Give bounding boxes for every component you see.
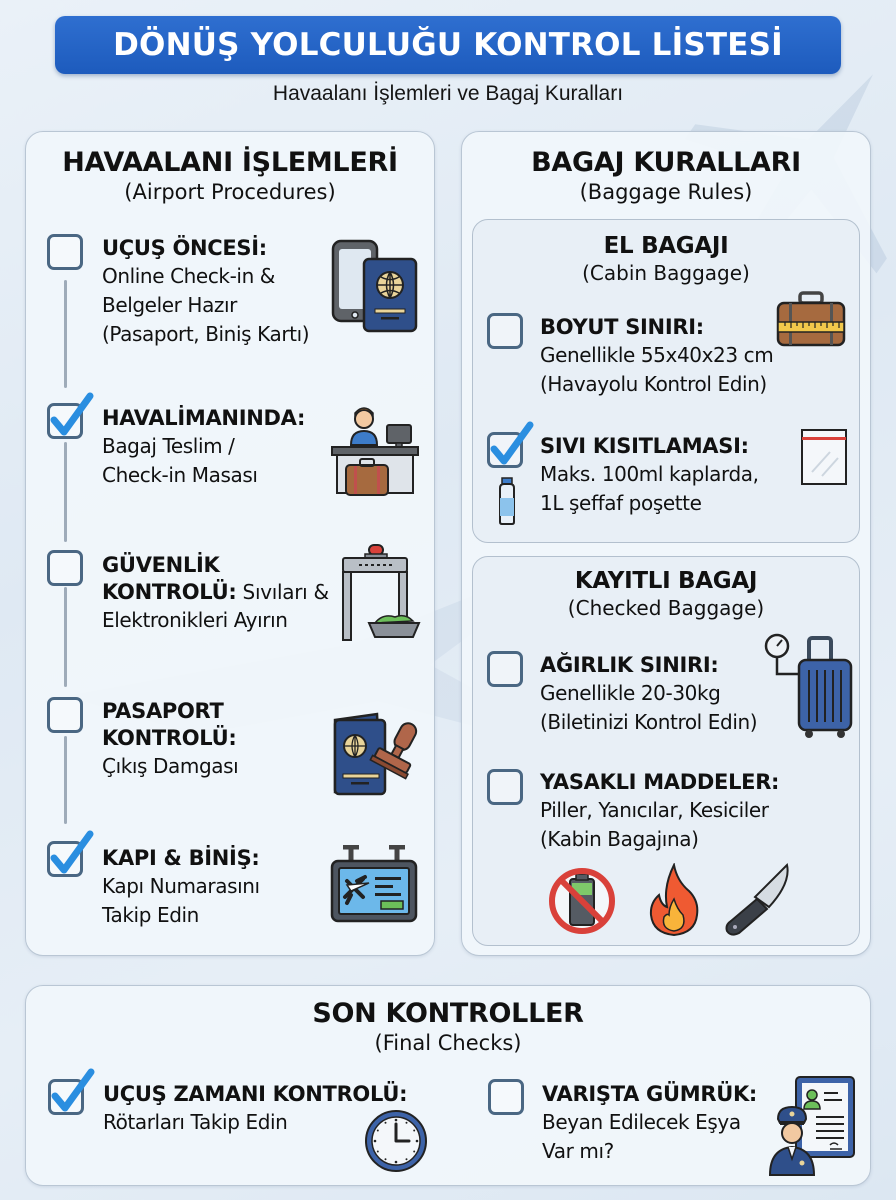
airport-panel-title: HAVAALANI İŞLEMLERİ: [62, 147, 398, 178]
item-title: HAVALİMANINDA:: [102, 406, 306, 430]
phone-passport-icon: [329, 237, 421, 335]
final-checks-subtitle: (Final Checks): [374, 1031, 522, 1055]
check-mark-icon: [48, 830, 94, 878]
check-mark-icon: [49, 1068, 95, 1116]
security-scanner-icon: [339, 543, 421, 643]
item-title: KAPI & BİNİŞ:: [102, 846, 260, 870]
timeline-connector: [64, 587, 67, 687]
checklist-item-pasaport-kontrolu: [102, 698, 342, 781]
item-text: (Kabin Bagajına): [540, 827, 699, 851]
checkbox-sivi-kisitlamasi[interactable]: [487, 432, 523, 468]
timeline-connector: [64, 442, 67, 542]
item-title: UÇUŞ ÖNCESİ:: [102, 236, 267, 260]
flame-icon: [647, 863, 701, 937]
checkin-desk-icon: [329, 405, 421, 497]
item-text: (Biletinizi Kontrol Edin): [540, 710, 758, 734]
airport-panel-subtitle: (Airport Procedures): [124, 180, 336, 204]
knife-icon: [721, 863, 793, 937]
checkbox-ucus-zamani-kontrolu[interactable]: [48, 1079, 84, 1115]
checkbox-agirlik-siniri[interactable]: [487, 651, 523, 687]
item-text: Takip Edin: [102, 903, 199, 927]
item-title: GÜVENLİK: [102, 553, 220, 577]
checklist-item-ucus-oncesi: [102, 235, 332, 349]
checkbox-kapi-binis[interactable]: [47, 841, 83, 877]
gate-board-icon: [329, 845, 419, 925]
baggage-panel-subtitle: (Baggage Rules): [579, 180, 753, 204]
item-title: KONTROLÜ:: [102, 580, 237, 604]
item-title: AĞIRLIK SINIRI:: [540, 653, 719, 677]
item-text: Var mı?: [542, 1139, 614, 1163]
checklist-item-sivi-kisitlamasi: [540, 433, 820, 518]
cabin-baggage-section: [472, 219, 860, 543]
checkbox-havalimaninda[interactable]: [47, 403, 83, 439]
item-text: Genellikle 20-30kg: [540, 681, 721, 705]
water-bottle-icon: [495, 476, 519, 526]
checklist-item-yasakli-maddeler: [540, 769, 860, 854]
item-text: Sıvıları &: [236, 580, 329, 604]
item-title: SIVI KISITLAMASI:: [540, 434, 749, 458]
page-subtitle: Havaalanı İşlemleri ve Bagaj Kuralları: [272, 82, 624, 105]
checklist-item-varista-gumruk: [542, 1081, 802, 1166]
item-title: VARIŞTA GÜMRÜK:: [542, 1082, 758, 1106]
cabin-baggage-subtitle: (Cabin Baggage): [582, 261, 750, 285]
item-text: Belgeler Hazır: [102, 293, 237, 317]
page-title: DÖNÜŞ YOLCULUĞU KONTROL LİSTESİ: [113, 27, 783, 63]
item-text: Maks. 100ml kaplarda,: [540, 462, 759, 486]
final-checks-title: SON KONTROLLER: [312, 998, 584, 1029]
checklist-item-havalimaninda: [102, 405, 342, 490]
checklist-item-guvenlik-kontrolu: [102, 552, 362, 635]
clock-icon: [363, 1108, 429, 1174]
item-title: BOYUT SINIRI:: [540, 315, 704, 339]
item-title: UÇUŞ ZAMANI KONTROLÜ:: [103, 1082, 408, 1106]
check-mark-icon: [48, 392, 94, 440]
item-text: Genellikle 55x40x23 cm: [540, 343, 774, 367]
check-mark-icon: [488, 421, 534, 469]
checkbox-yasakli-maddeler[interactable]: [487, 769, 523, 805]
airport-procedures-panel: [25, 131, 435, 956]
suitcase-ruler-icon: [775, 291, 847, 347]
item-text: Elektronikleri Ayırın: [102, 608, 288, 632]
checkbox-ucus-oncesi[interactable]: [47, 234, 83, 270]
clear-bag-icon: [800, 428, 848, 486]
item-title: PASAPORT: [102, 699, 224, 723]
final-checks-panel: [25, 985, 871, 1186]
checked-baggage-subtitle: (Checked Baggage): [567, 596, 765, 620]
timeline-connector: [64, 280, 67, 388]
baggage-rules-panel: [461, 131, 871, 956]
item-text: Check-in Masası: [102, 463, 258, 487]
checked-baggage-title: KAYITLI BAGAJ: [574, 568, 758, 594]
item-text: 1L şeffaf poşette: [540, 491, 702, 515]
cabin-baggage-title: EL BAGAJI: [603, 233, 729, 259]
item-text: Bagaj Teslim /: [102, 434, 235, 458]
item-text: Kapı Numarasını: [102, 874, 260, 898]
item-text: Online Check-in &: [102, 264, 275, 288]
item-text: (Pasaport, Biniş Kartı): [102, 322, 310, 346]
checkbox-guvenlik-kontrolu[interactable]: [47, 550, 83, 586]
scale-suitcase-icon: [763, 632, 855, 742]
timeline-connector: [64, 736, 67, 824]
item-text: (Havayolu Kontrol Edin): [540, 372, 767, 396]
title-banner: [55, 16, 841, 74]
checked-baggage-section: [472, 556, 860, 946]
customs-officer-icon: [766, 1073, 858, 1177]
checkbox-varista-gumruk[interactable]: [488, 1079, 524, 1115]
checkbox-boyut-siniri[interactable]: [487, 313, 523, 349]
checkbox-pasaport-kontrolu[interactable]: [47, 697, 83, 733]
item-title: KONTROLÜ:: [102, 726, 237, 750]
item-text: Çıkış Damgası: [102, 754, 239, 778]
passport-stamp-icon: [329, 712, 421, 796]
item-text: Piller, Yanıcılar, Kesiciler: [540, 798, 769, 822]
baggage-panel-title: BAGAJ KURALLARI: [531, 147, 801, 178]
item-title: YASAKLI MADDELER:: [540, 770, 780, 794]
item-text: Beyan Edilecek Eşya: [542, 1110, 741, 1134]
item-text: Rötarları Takip Edin: [103, 1110, 288, 1134]
no-battery-icon: [546, 865, 618, 937]
checklist-item-kapi-binis: [102, 845, 342, 930]
